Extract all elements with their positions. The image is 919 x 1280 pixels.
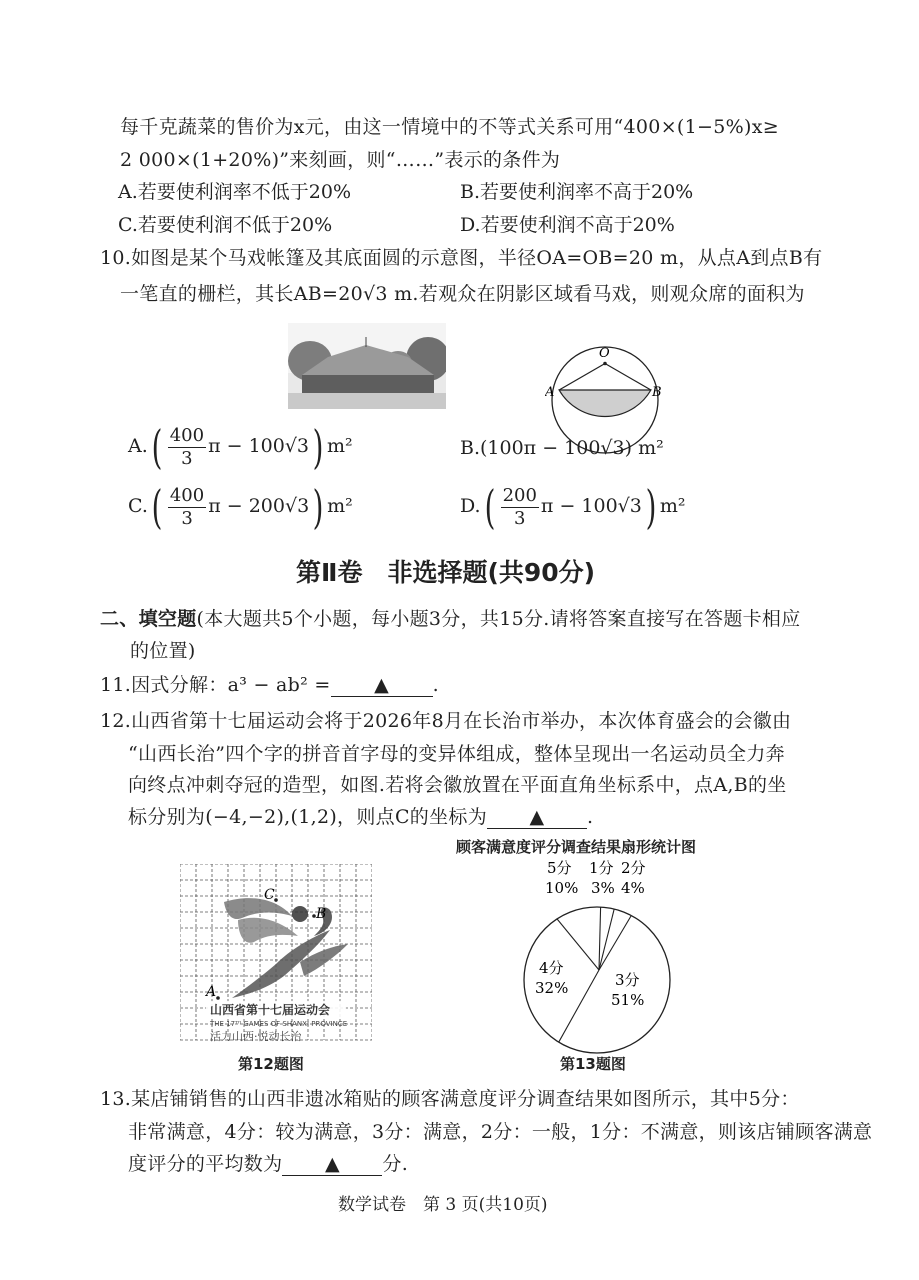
q12-answer-blank[interactable]: ▲	[487, 806, 587, 829]
label-a: A	[206, 984, 217, 1000]
option-a-unit: m²	[326, 435, 353, 457]
logo-slogan: 活力山西·悦动长治	[210, 1030, 302, 1043]
option-d-rest: π − 100√3	[540, 495, 642, 517]
option-a-prefix: A.	[128, 435, 148, 457]
q13-caption: 第13题图	[560, 1055, 626, 1073]
q13-end: 分.	[382, 1153, 409, 1175]
q12-caption: 第12题图	[238, 1055, 304, 1073]
pie-pct-5分: 10%	[545, 879, 579, 897]
label-b: B	[316, 906, 327, 922]
label-o: O	[599, 346, 610, 361]
q9-line2: 2 000×(1+20%)”来刻画，则“……”表示的条件为	[120, 149, 561, 171]
option-d-den: 3	[514, 507, 526, 529]
pie-pct-1分: 3%	[591, 879, 615, 897]
q12-line1: 12.山西省第十七届运动会将于2026年8月在长治市举办，本次体育盛会的会徽由	[100, 710, 792, 732]
option-a-den: 3	[181, 447, 193, 469]
pie-label-4分: 4分	[539, 959, 564, 977]
page-footer: 数学试卷 第 3 页(共10页)	[338, 1195, 548, 1215]
q13-line1: 13.某店铺销售的山西非遗冰箱贴的顾客满意度评分调查结果如图所示，其中5分：	[100, 1088, 800, 1110]
q11-text: 11.因式分解：a³ − ab² =	[100, 674, 331, 696]
q11-answer-blank[interactable]: ▲	[331, 674, 433, 697]
q10-option-a: A.( $\frac{400}{3}$ π − 100√3) m²	[128, 420, 353, 474]
pie-label-1分: 1分	[589, 859, 614, 877]
q12-line2: “山西长治”四个字的拼音首字母的变异体组成，整体呈现出一名运动员全力奔	[128, 743, 785, 765]
q10-option-c: C.( $\frac{400}{3}$ π − 200√3) m²	[128, 480, 353, 534]
fill-header-line2: 的位置)	[130, 640, 196, 662]
tent-photo	[288, 323, 446, 409]
pie-slice-edge-3分	[599, 916, 631, 971]
option-c-den: 3	[181, 507, 193, 529]
option-d-prefix: D.	[460, 495, 481, 517]
pie-slice-edge-1分	[599, 907, 601, 970]
label-c: C	[264, 887, 275, 903]
q10-line2: 一笔直的栅栏，其长AB=20√3 m.若观众在阴影区域看马戏，则观众席的面积为	[120, 283, 805, 305]
section-title: 第Ⅱ卷 非选择题(共90分)	[296, 558, 596, 587]
q13-line3-text: 度评分的平均数为	[128, 1153, 283, 1175]
q9-option-b: B.若要使利润率不高于20%	[460, 181, 694, 203]
q12-line4	[128, 802, 593, 829]
q12-line4-text: 标分别为(−4,−2),(1,2)，则点C的坐标为	[128, 806, 488, 828]
option-d-num: 200	[502, 484, 537, 506]
q12-end: .	[587, 806, 594, 828]
pie-pct-3分: 51%	[611, 991, 645, 1009]
q11	[100, 670, 439, 697]
fill-header	[100, 604, 801, 631]
q9-option-c: C.若要使利润不低于20%	[118, 214, 333, 236]
games-logo	[224, 898, 348, 998]
option-c-rest: π − 200√3	[208, 495, 310, 517]
pie-pct-2分: 4%	[621, 879, 645, 897]
q10-option-d: D.( $\frac{200}{3}$ π − 100√3) m²	[460, 480, 686, 534]
option-c-unit: m²	[327, 495, 353, 517]
pie-slice-edge-2分	[599, 909, 614, 970]
option-d-unit: m²	[659, 495, 686, 517]
option-a-rest: π − 100√3	[208, 435, 310, 457]
q10-line1: 10.如图是某个马戏帐篷及其底面圆的示意图，半径OA=OB=20 m，从点A到点B有	[100, 247, 823, 269]
chart-title: 顾客满意度评分调查结果扇形统计图	[456, 838, 697, 856]
q11-end: .	[432, 674, 439, 696]
logo-title: 山西省第十七届运动会	[210, 1003, 331, 1017]
q12-grid-figure	[180, 864, 372, 1048]
q13-line3	[128, 1149, 408, 1176]
pie-pct-4分: 32%	[535, 979, 569, 997]
q9-option-a: A.若要使利润率不低于20%	[118, 181, 351, 203]
q13-line2: 非常满意，4分：较为满意，3分：满意，2分：一般，1分：不满意，则该店铺顾客满意	[128, 1121, 873, 1143]
q9-line1: 每千克蔬菜的售价为x元，由这一情境中的不等式关系可用“400×(1−5%)x≥	[120, 116, 779, 138]
logo-subtitle: THE 17ᵀᴴ GAMES OF SHANXI PROVINCE	[210, 1020, 348, 1028]
q13-answer-blank[interactable]: ▲	[282, 1153, 382, 1176]
pie-label-3分: 3分	[615, 971, 640, 989]
pie-label-5分: 5分	[547, 859, 572, 877]
label-a: A	[545, 385, 555, 400]
pie-label-2分: 2分	[621, 859, 646, 877]
option-c-num: 400	[169, 484, 205, 506]
q12-line3: 向终点冲刺夺冠的造型，如图.若将会徽放置在平面直角坐标系中，点A,B的坐	[128, 774, 787, 796]
q10-option-b: B.(100π − 100√3) m²	[460, 437, 664, 459]
fill-header-rest: (本大题共5个小题，每小题3分，共15分.请将答案直接写在答题卡相应	[196, 608, 801, 630]
q9-option-d: D.若要使利润不高于20%	[460, 214, 675, 236]
label-b: B	[652, 385, 662, 400]
fill-header-label: 二、填空题	[100, 608, 197, 630]
pie-chart	[515, 855, 695, 1055]
option-c-prefix: C.	[128, 495, 148, 517]
option-a-num: 400	[169, 424, 205, 446]
